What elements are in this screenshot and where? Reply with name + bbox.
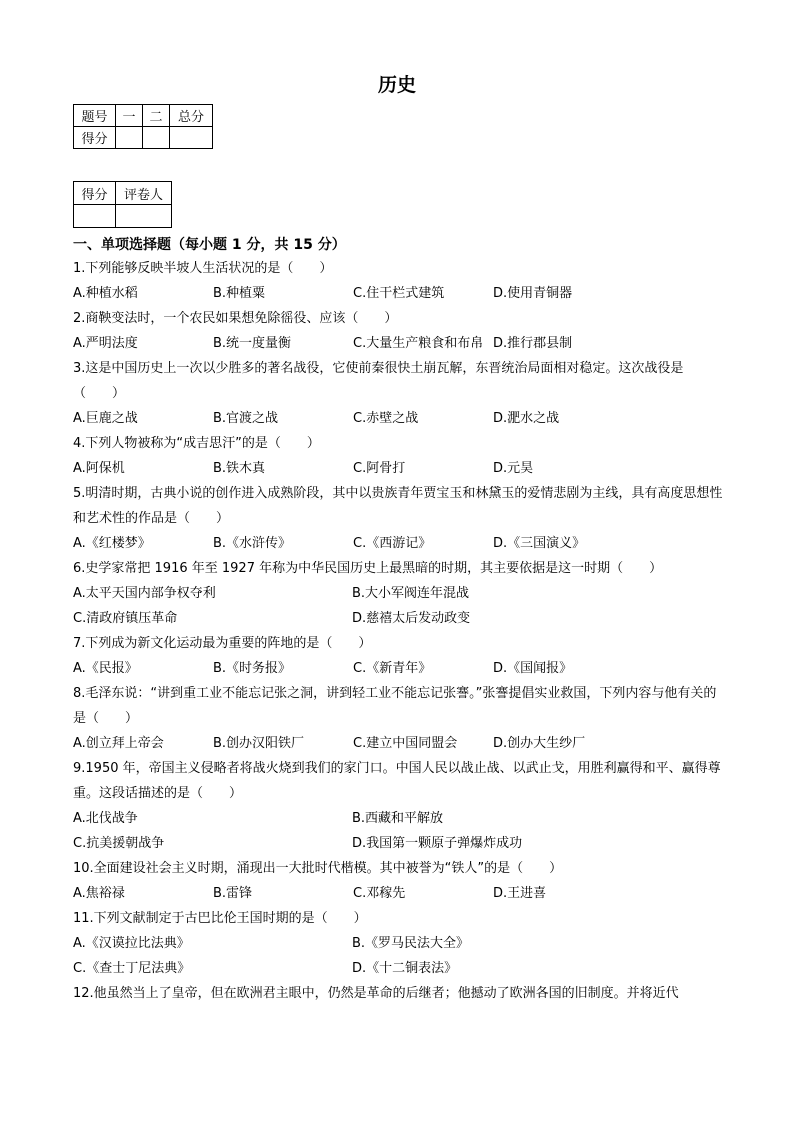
grader-table-header-cell: 得分 xyxy=(74,182,116,205)
option-a[interactable]: A.焦裕禄 xyxy=(73,886,125,901)
question-options xyxy=(73,331,725,356)
score-table-empty-cell[interactable] xyxy=(170,127,213,149)
option-d[interactable]: D.《国闻报》 xyxy=(493,661,573,676)
question-stem: 8.毛泽东说：“讲到重工业不能忘记张之洞，讲到轻工业不能忘记张謇。”张謇提倡实业救国，下列内容与他有关的是（ ） xyxy=(73,686,717,726)
option-a[interactable]: A.太平天国内部争权夺利 xyxy=(73,586,216,601)
option-b[interactable]: B.官渡之战 xyxy=(213,411,279,426)
question-options xyxy=(73,281,725,306)
question-options xyxy=(73,456,725,481)
option-d[interactable]: D.元昊 xyxy=(493,461,534,476)
question-options xyxy=(73,406,725,431)
question-9 xyxy=(73,756,725,856)
question-options xyxy=(73,831,725,856)
question-options xyxy=(73,806,725,831)
option-a[interactable]: A.北伐战争 xyxy=(73,811,138,826)
option-d[interactable]: D.《十二铜表法》 xyxy=(352,961,458,976)
option-d[interactable]: D.创办大生纱厂 xyxy=(493,736,586,751)
option-b[interactable]: B.雷锋 xyxy=(213,886,253,901)
option-d[interactable]: D.《三国演义》 xyxy=(493,536,586,551)
question-stem: 9.1950 年，帝国主义侵略者将战火烧到我们的家门口。中国人民以战止战、以武止戈，用胜利赢得和平、赢得尊重。这段话描述的是（ ） xyxy=(73,761,721,801)
question-6 xyxy=(73,556,725,631)
option-b[interactable]: B.《水浒传》 xyxy=(213,536,292,551)
question-stem: 12.他虽然当上了皇帝，但在欧洲君主眼中，仍然是革命的后继者；他撼动了欧洲各国的旧制度。并将近代 xyxy=(73,986,679,1001)
option-b[interactable]: B.大小军阀连年混战 xyxy=(352,586,470,601)
question-5 xyxy=(73,481,725,556)
question-stem: 4.下列人物被称为“成吉思汗”的是（ ） xyxy=(73,436,320,451)
option-a[interactable]: A.《红楼梦》 xyxy=(73,536,151,551)
option-b[interactable]: B.《罗马民法大全》 xyxy=(352,936,470,951)
option-b[interactable]: B.统一度量衡 xyxy=(213,336,292,351)
question-options xyxy=(73,881,725,906)
section-title: 一、单项选择题（每小题 1 分，共 15 分） xyxy=(73,237,346,253)
question-stem: 1.下列能够反映半坡人生活状况的是（ ） xyxy=(73,261,333,276)
option-d[interactable]: D.王进喜 xyxy=(493,886,547,901)
score-table-row-label: 得分 xyxy=(74,127,116,149)
page-title: 历史 xyxy=(377,74,416,96)
question-stem: 3.这是中国历史上一次以少胜多的著名战役，它使前秦很快土崩瓦解，东晋统治局面相对稳定。这次战役是（ ） xyxy=(73,361,684,401)
score-table xyxy=(73,104,213,149)
option-a[interactable]: A.《民报》 xyxy=(73,661,138,676)
question-4 xyxy=(73,431,725,481)
grader-table-empty-cell[interactable] xyxy=(74,205,116,228)
option-d[interactable]: D.我国第一颗原子弹爆炸成功 xyxy=(352,836,523,851)
option-a[interactable]: A.阿保机 xyxy=(73,461,125,476)
question-stem: 10.全面建设社会主义时期，涌现出一大批时代楷模。其中被誉为“铁人”的是（ ） xyxy=(73,861,563,876)
option-b[interactable]: B.《时务报》 xyxy=(213,661,292,676)
question-11 xyxy=(73,906,725,981)
question-7 xyxy=(73,631,725,681)
score-table-header-cell: 二 xyxy=(143,105,170,127)
option-b[interactable]: B.种植粟 xyxy=(213,286,266,301)
option-c[interactable]: C.清政府镇压革命 xyxy=(73,611,178,626)
question-options xyxy=(73,956,725,981)
option-c[interactable]: C.住干栏式建筑 xyxy=(353,286,445,301)
option-a[interactable]: A.种植水稻 xyxy=(73,286,138,301)
option-b[interactable]: B.创办汉阳铁厂 xyxy=(213,736,305,751)
grader-table-header-cell: 评卷人 xyxy=(116,182,172,205)
question-stem: 7.下列成为新文化运动最为重要的阵地的是（ ） xyxy=(73,636,372,651)
grader-table-empty-cell[interactable] xyxy=(116,205,172,228)
option-c[interactable]: C.抗美援朝战争 xyxy=(73,836,165,851)
option-c[interactable]: C.大量生产粮食和布帛 xyxy=(353,336,484,351)
score-table-header-cell: 题号 xyxy=(74,105,116,127)
score-table-empty-cell[interactable] xyxy=(143,127,170,149)
score-table-header-row xyxy=(74,105,213,127)
grader-table-header-row xyxy=(74,182,172,205)
question-stem: 6.史学家常把 1916 年至 1927 年称为中华民国历史上最黑暗的时期，其主要依据是这一时期（ ） xyxy=(73,561,663,576)
option-b[interactable]: B.铁木真 xyxy=(213,461,266,476)
option-a[interactable]: A.严明法度 xyxy=(73,336,138,351)
question-1 xyxy=(73,256,725,306)
question-options xyxy=(73,606,725,631)
option-d[interactable]: D.使用青铜器 xyxy=(493,286,573,301)
score-table-header-cell: 总分 xyxy=(170,105,213,127)
option-c[interactable]: C.阿骨打 xyxy=(353,461,406,476)
option-a[interactable]: A.创立拜上帝会 xyxy=(73,736,164,751)
score-table-header-cell: 一 xyxy=(116,105,143,127)
question-10 xyxy=(73,856,725,906)
question-2 xyxy=(73,306,725,356)
option-c[interactable]: C.邓稼先 xyxy=(353,886,406,901)
option-c[interactable]: C.建立中国同盟会 xyxy=(353,736,458,751)
score-table-score-row xyxy=(74,127,213,149)
question-stem: 5.明清时期，古典小说的创作进入成熟阶段，其中以贵族青年贾宝玉和林黛玉的爱情悲剧为主线，具有高度思想性和艺术性的作品是（ ） xyxy=(73,486,723,526)
option-c[interactable]: C.赤壁之战 xyxy=(353,411,419,426)
question-options xyxy=(73,656,725,681)
question-12 xyxy=(73,981,725,1006)
option-a[interactable]: A.巨鹿之战 xyxy=(73,411,138,426)
option-c[interactable]: C.《西游记》 xyxy=(353,536,432,551)
question-options xyxy=(73,731,725,756)
option-b[interactable]: B.西藏和平解放 xyxy=(352,811,444,826)
score-table-empty-cell[interactable] xyxy=(116,127,143,149)
question-list xyxy=(73,256,725,1006)
grader-table xyxy=(73,181,172,228)
option-c[interactable]: C.《新青年》 xyxy=(353,661,432,676)
option-c[interactable]: C.《查士丁尼法典》 xyxy=(73,961,191,976)
question-8 xyxy=(73,681,725,756)
option-d[interactable]: D.慈禧太后发动政变 xyxy=(352,611,471,626)
option-d[interactable]: D.淝水之战 xyxy=(493,411,560,426)
question-stem: 11.下列文献制定于古巴比伦王国时期的是（ ） xyxy=(73,911,367,926)
option-d[interactable]: D.推行郡县制 xyxy=(493,336,573,351)
option-a[interactable]: A.《汉谟拉比法典》 xyxy=(73,936,190,951)
question-options xyxy=(73,931,725,956)
question-stem: 2.商鞅变法时，一个农民如果想免除徭役、应该（ ） xyxy=(73,311,398,326)
question-options xyxy=(73,531,725,556)
grader-table-empty-row xyxy=(74,205,172,228)
question-3 xyxy=(73,356,725,431)
question-options xyxy=(73,581,725,606)
